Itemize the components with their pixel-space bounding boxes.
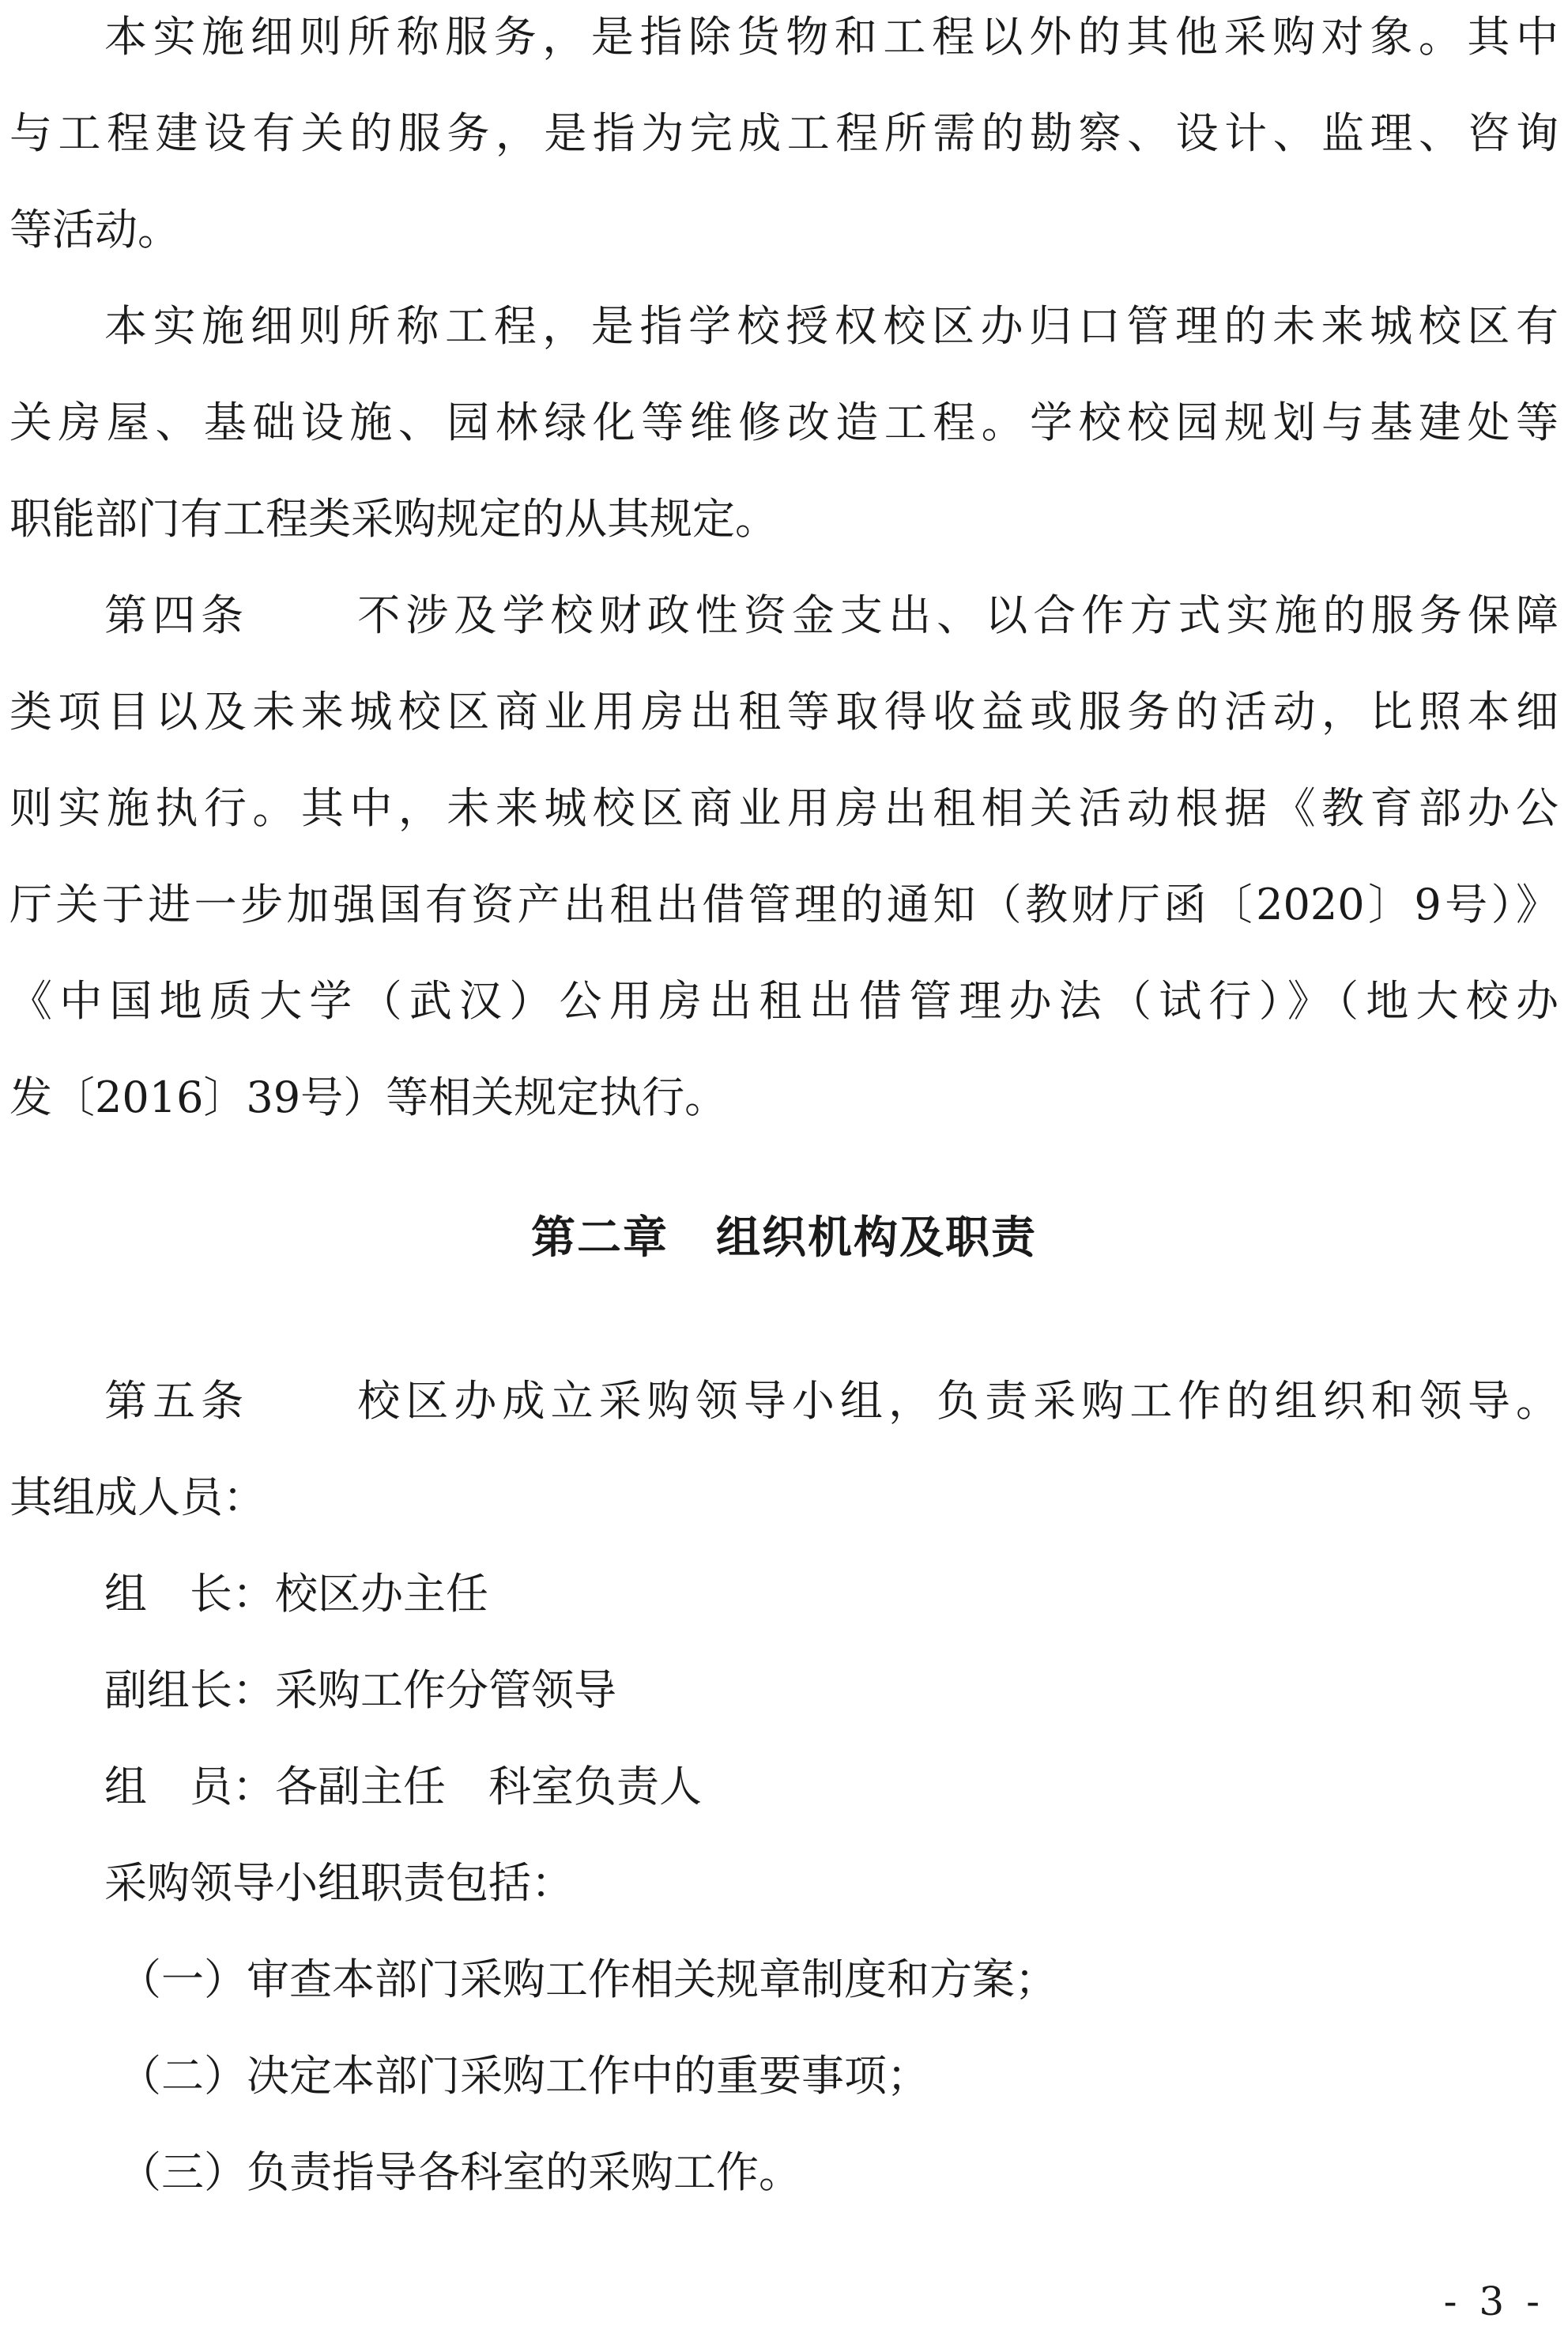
paragraph-services-line-2: 与工程建设有关的服务，是指为完成工程所需的勘察、设计、监理、咨询 — [9, 108, 1559, 158]
chapter-title: 组织机构及职责 — [716, 1212, 1037, 1264]
duty-item-3: （三）负责指导各科室的采购工作。 — [119, 2147, 801, 2197]
paragraph-engineering-line-3: 职能部门有工程类采购规定的从其规定。 — [9, 494, 778, 544]
page-number: - 3 - — [1443, 2279, 1544, 2324]
paragraph-engineering-line-1: 本实施细则所称工程，是指学校授权校区办归口管理的未来城校区有 — [104, 301, 1559, 351]
paragraph-engineering-line-2: 关房屋、基础设施、园林绿化等维修改造工程。学校校园规划与基建处等 — [9, 398, 1559, 447]
chapter-heading — [0, 1211, 1568, 1266]
member-staff: 组 员：各副主任 科室负责人 — [104, 1762, 702, 1811]
article-4-line-1 — [104, 588, 1559, 643]
paragraph-services-line-1: 本实施细则所称服务，是指除货物和工程以外的其他采购对象。其中 — [104, 12, 1559, 62]
member-deputy: 副组长：采购工作分管领导 — [104, 1665, 616, 1715]
paragraph-services-line-3: 等活动。 — [9, 205, 180, 254]
article-4-text: 不涉及学校财政性资金支出、以合作方式实施的服务保障 — [352, 590, 1559, 640]
article-5-line-1 — [104, 1374, 1559, 1429]
article-4-line-6: 发〔2016〕39号）等相关规定执行。 — [9, 1072, 728, 1122]
duties-intro: 采购领导小组职责包括： — [104, 1858, 574, 1908]
article-4-line-4: 厅关于进一步加强国有资产出租出借管理的通知（教财厅函〔2020〕9号）》 — [9, 880, 1559, 929]
article-4-line-3: 则实施执行。其中，未来城校区商业用房出租相关活动根据《教育部办公 — [9, 783, 1559, 833]
duty-item-1: （一）审查本部门采购工作相关规章制度和方案； — [119, 1954, 1057, 2004]
article-4-label: 第四条 — [104, 590, 250, 640]
chapter-number: 第二章 — [531, 1212, 669, 1264]
member-leader: 组 长：校区办主任 — [104, 1569, 488, 1619]
article-4-line-2: 类项目以及未来城校区商业用房出租等取得收益或服务的活动，比照本细 — [9, 687, 1559, 737]
article-5-text: 校区办成立采购领导小组，负责采购工作的组织和领导。 — [352, 1376, 1559, 1426]
duty-item-2: （二）决定本部门采购工作中的重要事项； — [119, 2051, 929, 2101]
article-5-line-2: 其组成人员： — [9, 1472, 266, 1522]
article-5-label: 第五条 — [104, 1376, 250, 1426]
article-4-line-5: 《中国地质大学（武汉）公用房出租出借管理办法（试行）》（地大校办 — [9, 976, 1559, 1026]
